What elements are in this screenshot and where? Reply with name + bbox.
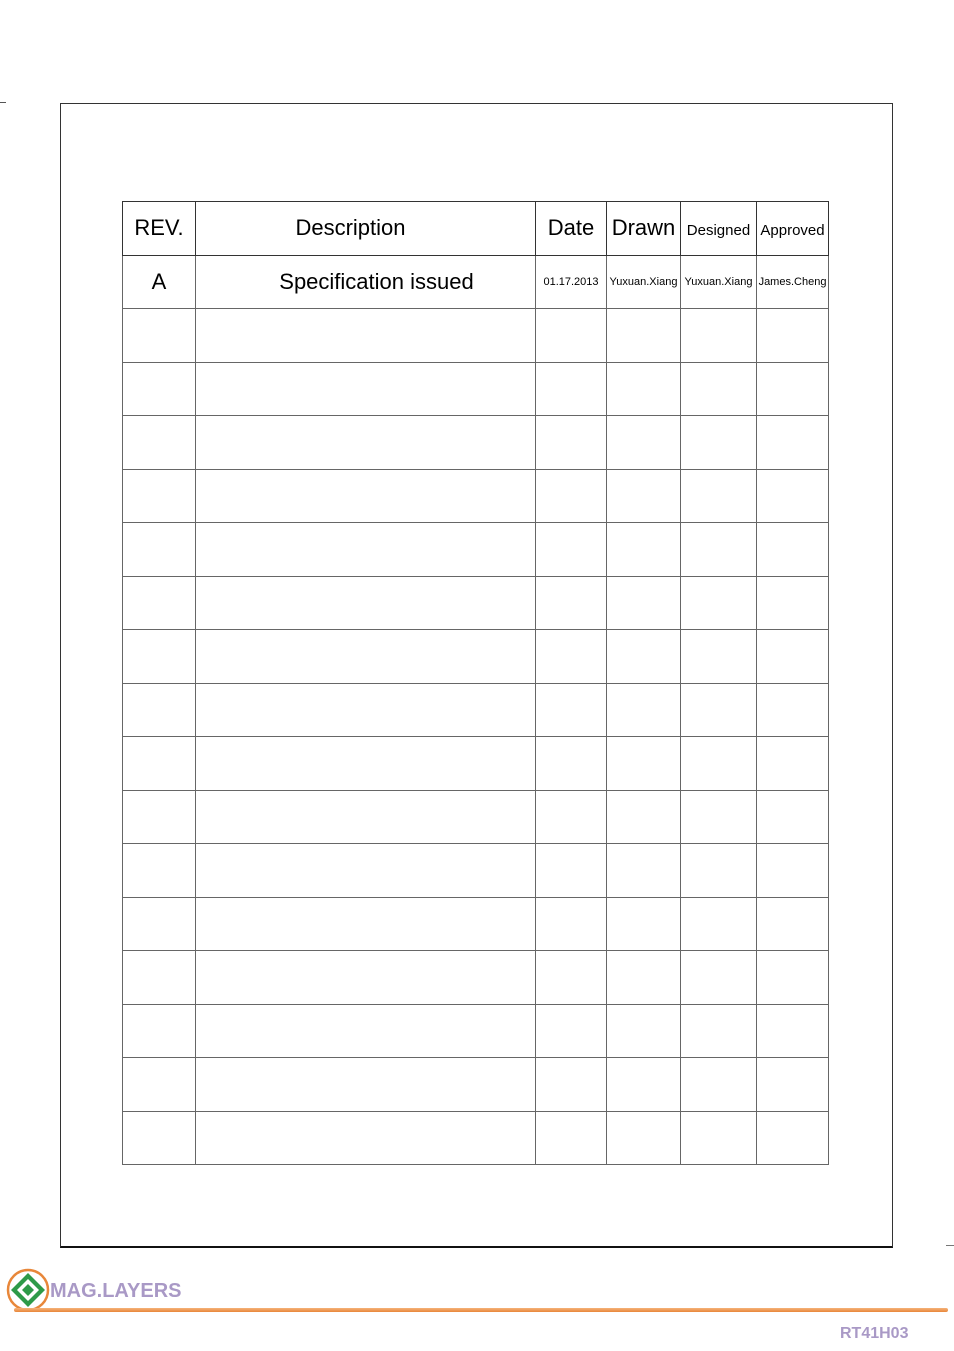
description-cell (196, 576, 536, 630)
drawn-cell (607, 1058, 681, 1112)
designed-cell (681, 630, 757, 684)
drawn-cell (607, 362, 681, 416)
description-cell (196, 683, 536, 737)
date-cell (536, 951, 607, 1005)
table-row (123, 309, 829, 363)
table-row (123, 576, 829, 630)
designed-cell (681, 576, 757, 630)
revision-table-body (123, 255, 829, 1165)
approved-cell (757, 683, 829, 737)
table-row (123, 362, 829, 416)
date-cell (536, 362, 607, 416)
drawn-cell (607, 630, 681, 684)
drawn-cell (607, 790, 681, 844)
header-date: Date (536, 202, 607, 256)
rev-cell (123, 416, 196, 470)
approved-cell (757, 1058, 829, 1112)
drawn-cell (607, 576, 681, 630)
drawn-cell (607, 897, 681, 951)
brand-name: MAG.LAYERS (50, 1280, 182, 1302)
approved-cell (757, 844, 829, 898)
description-cell (196, 630, 536, 684)
designed-cell (681, 1058, 757, 1112)
date-cell (536, 737, 607, 791)
description-cell (196, 897, 536, 951)
table-row (123, 790, 829, 844)
designed-cell (681, 790, 757, 844)
description-cell (196, 737, 536, 791)
date-cell (536, 844, 607, 898)
designed-cell (681, 683, 757, 737)
description-cell: Specification issued (196, 255, 536, 309)
description-cell (196, 469, 536, 523)
rev-cell (123, 790, 196, 844)
rev-cell (123, 844, 196, 898)
description-cell (196, 951, 536, 1005)
header-drawn: Drawn (607, 202, 681, 256)
date-cell (536, 576, 607, 630)
description-cell (196, 309, 536, 363)
designed-cell (681, 469, 757, 523)
table-row (123, 469, 829, 523)
approved-cell (757, 523, 829, 577)
rev-cell (123, 576, 196, 630)
rev-cell (123, 897, 196, 951)
description-cell (196, 790, 536, 844)
revision-table (122, 201, 829, 1165)
approved-cell (757, 1004, 829, 1058)
rev-cell (123, 469, 196, 523)
description-cell (196, 362, 536, 416)
date-cell (536, 630, 607, 684)
rev-cell (123, 523, 196, 577)
drawn-cell (607, 951, 681, 1005)
approved-cell (757, 737, 829, 791)
rev-cell (123, 1058, 196, 1112)
description-cell (196, 1004, 536, 1058)
designed-cell (681, 897, 757, 951)
drawn-cell (607, 683, 681, 737)
crop-mark-left (0, 102, 6, 103)
description-cell (196, 1111, 536, 1165)
designed-cell (681, 416, 757, 470)
date-cell (536, 1111, 607, 1165)
approved-cell (757, 309, 829, 363)
table-row (123, 737, 829, 791)
approved-cell (757, 1111, 829, 1165)
approved-cell (757, 897, 829, 951)
approved-cell (757, 951, 829, 1005)
date-cell (536, 416, 607, 470)
designed-cell (681, 737, 757, 791)
date-cell (536, 1058, 607, 1112)
drawn-cell (607, 737, 681, 791)
designed-cell (681, 951, 757, 1005)
table-row (123, 951, 829, 1005)
approved-cell (757, 790, 829, 844)
designed-cell: Yuxuan.Xiang (681, 255, 757, 309)
date-cell: 01.17.2013 (536, 255, 607, 309)
rev-cell (123, 1111, 196, 1165)
date-cell (536, 790, 607, 844)
rev-cell (123, 630, 196, 684)
date-cell (536, 897, 607, 951)
table-row (123, 416, 829, 470)
approved-cell (757, 416, 829, 470)
date-cell (536, 1004, 607, 1058)
drawn-cell (607, 1004, 681, 1058)
table-row (123, 630, 829, 684)
rev-cell: A (123, 255, 196, 309)
crop-mark-right (946, 1245, 954, 1246)
approved-cell: James.Cheng (757, 255, 829, 309)
table-row (123, 1004, 829, 1058)
drawn-cell: Yuxuan.Xiang (607, 255, 681, 309)
approved-cell (757, 469, 829, 523)
header-designed: Designed (681, 202, 757, 256)
designed-cell (681, 309, 757, 363)
diamond-logo-icon (6, 1268, 50, 1312)
drawn-cell (607, 844, 681, 898)
table-row (123, 1111, 829, 1165)
designed-cell (681, 362, 757, 416)
date-cell (536, 309, 607, 363)
drawn-cell (607, 1111, 681, 1165)
designed-cell (681, 1111, 757, 1165)
table-row (123, 683, 829, 737)
rev-cell (123, 951, 196, 1005)
designed-cell (681, 844, 757, 898)
table-row (123, 844, 829, 898)
table-header-row (123, 202, 829, 256)
footer-divider (14, 1308, 948, 1312)
date-cell (536, 469, 607, 523)
rev-cell (123, 362, 196, 416)
approved-cell (757, 362, 829, 416)
approved-cell (757, 630, 829, 684)
rev-cell (123, 683, 196, 737)
date-cell (536, 523, 607, 577)
header-rev: REV. (123, 202, 196, 256)
table-row (123, 1058, 829, 1112)
rev-cell (123, 737, 196, 791)
approved-cell (757, 576, 829, 630)
description-cell (196, 1058, 536, 1112)
rev-cell (123, 309, 196, 363)
designed-cell (681, 1004, 757, 1058)
description-cell (196, 523, 536, 577)
description-cell (196, 416, 536, 470)
drawn-cell (607, 523, 681, 577)
header-description: Description (196, 202, 536, 256)
designed-cell (681, 523, 757, 577)
description-cell (196, 844, 536, 898)
header-approved: Approved (757, 202, 829, 256)
table-row (123, 523, 829, 577)
drawn-cell (607, 309, 681, 363)
drawn-cell (607, 469, 681, 523)
table-row (123, 255, 829, 309)
rev-cell (123, 1004, 196, 1058)
drawn-cell (607, 416, 681, 470)
table-row (123, 897, 829, 951)
document-code: RT41H03 (840, 1325, 909, 1342)
date-cell (536, 683, 607, 737)
